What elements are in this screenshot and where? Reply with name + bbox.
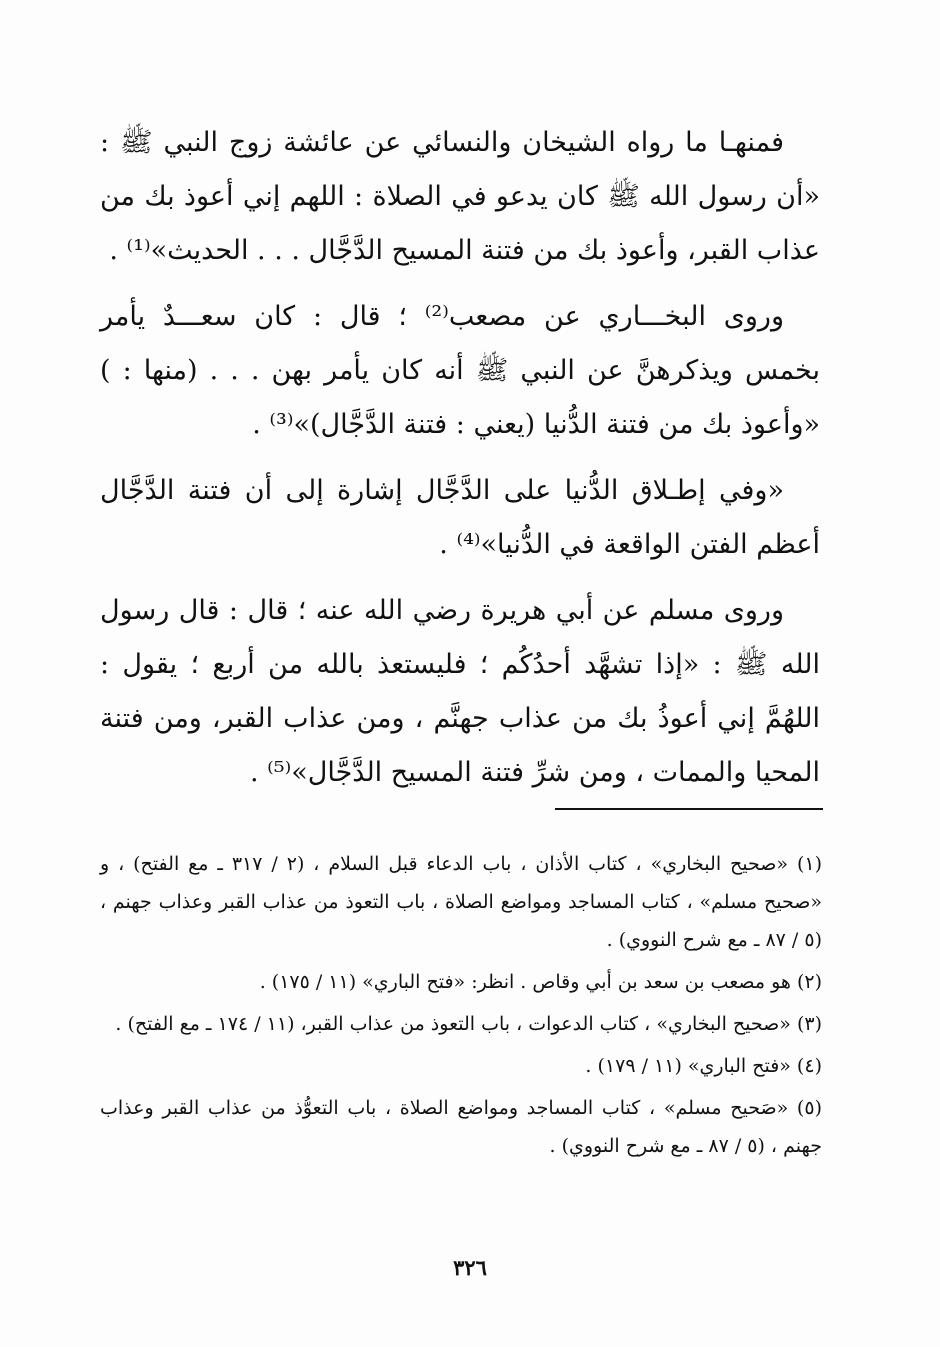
footnote-3: (٣) «صحيح البخاري» ، كتاب الدعوات ، باب التعوذ من عذاب القبر، (١١ / ١٧٤ ـ مع الفتح) . <box>115 1013 822 1035</box>
main-text <box>100 116 820 812</box>
paragraph-1: فمنهـا ما رواه الشيخان والنسائي عن عائشة زوج النبي ﷺ : «أن رسول الله ﷺ كان يدعو في الصلاة : اللهم إني أعوذ بك من عذاب القبر، وأعوذ بك من فتنة المسيح الدَّجَّال . . . الحديث»⁽¹⁾ . <box>100 127 820 266</box>
page-number: ٣٢٦ <box>453 1255 487 1280</box>
footnote-separator <box>555 808 823 810</box>
paragraph-2: وروى البخـــاري عن مصعب⁽²⁾ ؛ قال : كان سعـــدٌ يأمر بخمس ويذكرهنَّ عن النبي ﷺ أنه كان يأمر بهن . . . (منها : ) «وأعوذ بك من فتنة الدُّنيا (يعني : فتنة الدَّجَّال)»⁽³⁾ . <box>100 301 820 440</box>
footnote-2: (٢) هو مصعب بن سعد بن أبي وقاص . انظر: «فتح الباري» (١١ / ١٧٥) . <box>259 971 822 993</box>
footnote-1: (١) «صحيح البخاري» ، كتاب الأذان ، باب الدعاء قبل السلام ، (٢ / ٣١٧ ـ مع الفتح) ، و «صحيح مسلم» ، كتاب المساجد ومواضع الصلاة ، باب التعوذ من عذاب القبر وعذاب جهنم ، (٥ / ٨٧ ـ مع شرح النووي) . <box>100 853 823 951</box>
paragraph-4: وروى مسلم عن أبي هريرة رضي الله عنه ؛ قال : قال رسول الله ﷺ : «إذا تشهَّد أحدُكُم ؛ فليستعذ بالله من أربع ؛ يقول : اللهُمَّ إني أعوذُ بك من عذاب جهنَّم ، ومن عذاب القبر، ومن فتنة المحيا والممات ، ومن شرِّ فتنة المسيح الدَّجَّال»⁽⁵⁾ . <box>100 595 820 788</box>
footnotes <box>100 845 822 1169</box>
footnote-4: (٤) «فتح الباري» (١١ / ١٧٩) . <box>585 1055 822 1077</box>
footnote-5: (٥) «صَحيح مسلم» ، كتاب المساجد ومواضع الصلاة ، باب التعوُّذ من عذاب القبر وعذاب جهنم ، (٥ / ٨٧ ـ مع شرح النووي) . <box>100 1097 822 1157</box>
paragraph-3: «وفي إطـلاق الدُّنيا على الدَّجَّال إشارة إلى أن فتنة الدَّجَّال أعظم الفتن الواقعة في الدُّنيا»⁽⁴⁾ . <box>100 475 820 560</box>
